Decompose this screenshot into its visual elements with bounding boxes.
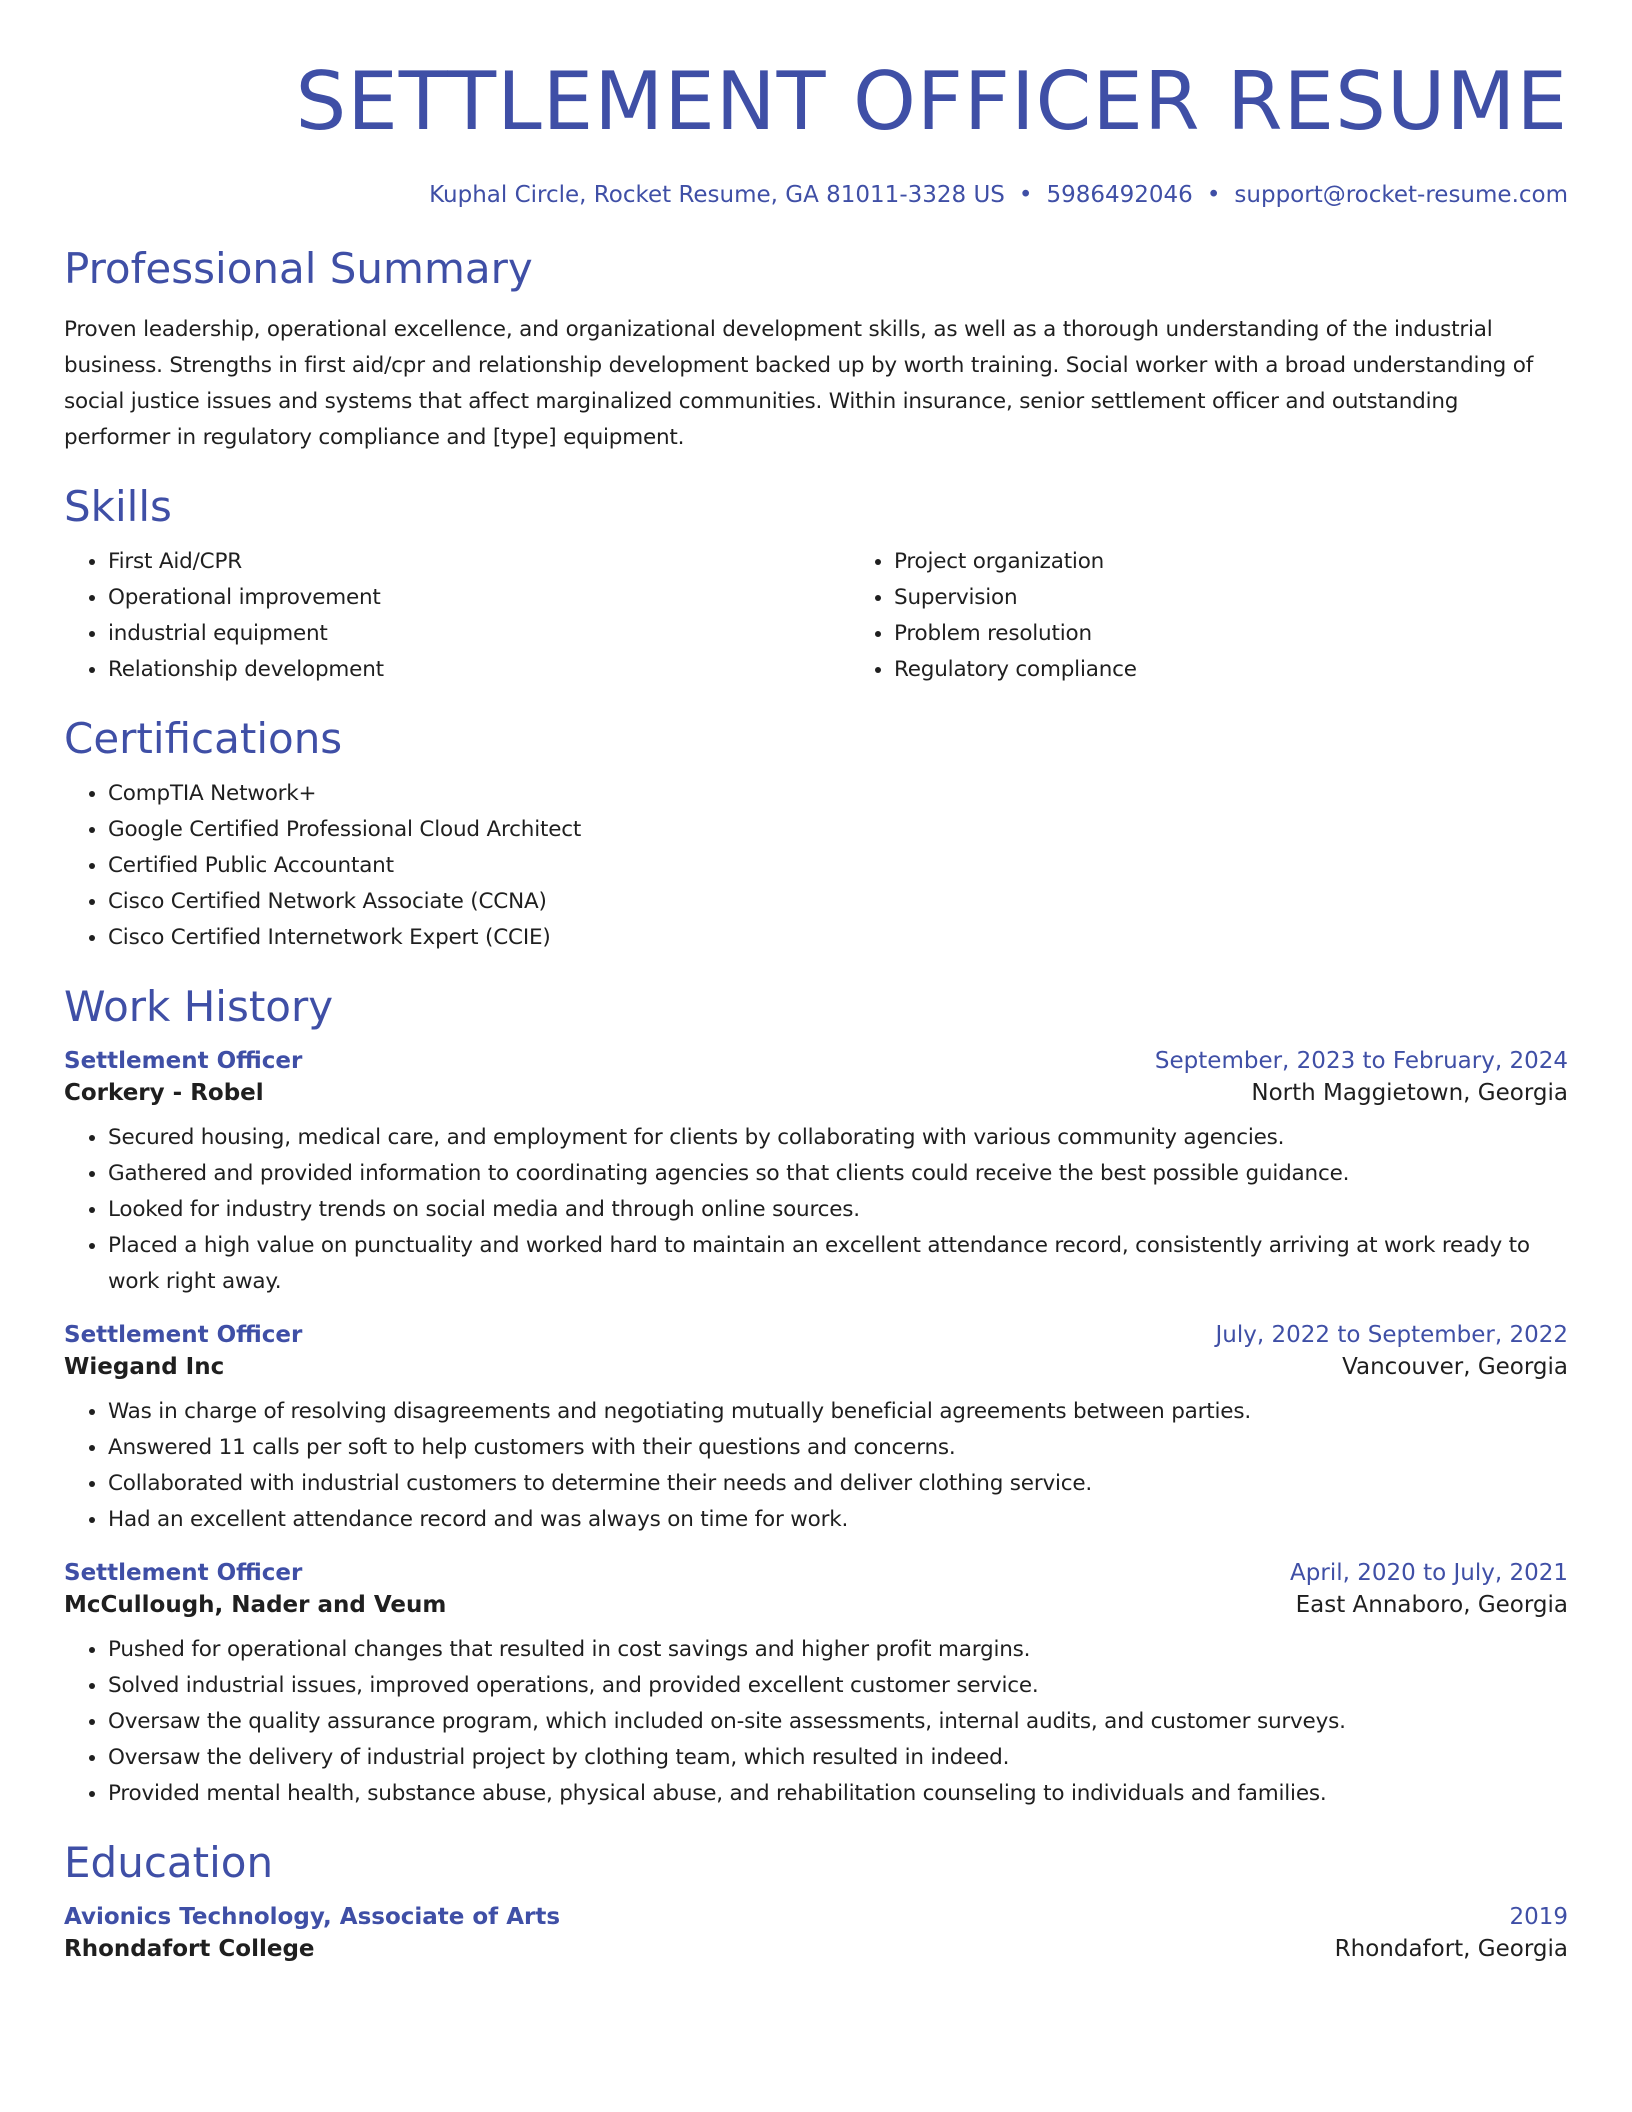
job-bullets [64, 1120, 1568, 1300]
job-title: Settlement Officer [64, 1322, 303, 1348]
company-name: Wiegand Inc [64, 1354, 225, 1380]
job-bullet: • Pushed for operational changes that resulted in cost savings and higher profit margins. [108, 1632, 1568, 1668]
job-location: Vancouver, Georgia [1342, 1354, 1568, 1380]
job-bullet: • Placed a high value on punctuality and worked hard to maintain an excellent attendance record, consistently arriving at work ready to work right away. [108, 1228, 1568, 1300]
job-title-row [64, 1560, 1568, 1586]
certification-item: • Google Certified Professional Cloud Architect [108, 812, 1568, 848]
skill-item: • Problem resolution [894, 616, 1632, 652]
section-heading-summary: Professional Summary [64, 244, 533, 293]
email-link[interactable]: support@rocket-resume.com [1234, 182, 1568, 208]
summary-text: Proven leadership, operational excellence, and organizational development skills, as well as a thorough understanding of the industrial business. Strengths in first aid/cpr and relationship development backed up by worth training. Social worker with a broad understanding of social justice issues and systems that affect marginalized communities. Within insurance, senior settlement officer and outstanding performer in regulatory compliance and [type] equipment. [64, 317, 1534, 450]
job-bullet: • Was in charge of resolving disagreements and negotiating mutually beneficial agreements between parties. [108, 1394, 1568, 1430]
job-title: Settlement Officer [64, 1560, 303, 1586]
job-dates: April, 2020 to July, 2021 [1290, 1560, 1568, 1586]
job-bullets [64, 1394, 1568, 1538]
skill-item: • Project organization [894, 544, 1632, 580]
job-dates: July, 2022 to September, 2022 [1215, 1322, 1568, 1348]
job-company-row [64, 1592, 1568, 1618]
job-bullet: • Had an excellent attendance record and was always on time for work. [108, 1502, 1568, 1538]
section-heading-certifications: Certifications [64, 714, 343, 763]
company-name: Corkery - Robel [64, 1080, 264, 1106]
school-location: Rhondafort, Georgia [1334, 1936, 1568, 1962]
job-title: Settlement Officer [64, 1048, 303, 1074]
job-bullet: • Oversaw the quality assurance program, which included on-site assessments, internal audits, and customer surveys. [108, 1704, 1568, 1740]
skill-item: • First Aid/CPR [108, 544, 850, 580]
skills-list [64, 544, 1568, 688]
job-entry [64, 1560, 1568, 1812]
skill-item: • Supervision [894, 580, 1632, 616]
degree-title: Avionics Technology, Associate of Arts [64, 1904, 561, 1930]
degree-row [64, 1904, 1568, 1930]
job-dates: September, 2023 to February, 2024 [1154, 1048, 1568, 1074]
job-bullet: • Answered 11 calls per soft to help customers with their questions and concerns. [108, 1430, 1568, 1466]
certification-item: • CompTIA Network+ [108, 776, 1568, 812]
job-company-row [64, 1080, 1568, 1106]
skills-column-right [850, 544, 1632, 688]
phone: 5986492046 [1046, 182, 1193, 208]
separator-dot: • [1206, 182, 1221, 208]
certification-item: • Cisco Certified Network Associate (CCNA) [108, 884, 1568, 920]
skill-item: • Regulatory compliance [894, 652, 1632, 688]
address: Kuphal Circle, Rocket Resume, GA 81011-3328 US [429, 182, 1005, 208]
job-bullet: • Collaborated with industrial customers to determine their needs and deliver clothing service. [108, 1466, 1568, 1502]
job-title-row [64, 1048, 1568, 1074]
certification-item: • Cisco Certified Internetwork Expert (CCIE) [108, 920, 1568, 956]
section-heading-skills: Skills [64, 482, 172, 531]
job-bullet: • Gathered and provided information to coordinating agencies so that clients could receive the best possible guidance. [108, 1156, 1568, 1192]
skill-item: • industrial equipment [108, 616, 850, 652]
job-location: North Maggietown, Georgia [1251, 1080, 1568, 1106]
company-name: McCullough, Nader and Veum [64, 1592, 447, 1618]
job-entry [64, 1322, 1568, 1538]
section-heading-work-history: Work History [64, 982, 334, 1031]
skill-item: • Relationship development [108, 652, 850, 688]
certifications-list [64, 776, 1568, 956]
job-bullet: • Looked for industry trends on social media and through online sources. [108, 1192, 1568, 1228]
resume-page [64, 0, 1568, 1962]
certification-item: • Certified Public Accountant [108, 848, 1568, 884]
separator-dot: • [1018, 182, 1033, 208]
job-bullet: • Provided mental health, substance abuse, physical abuse, and rehabilitation counseling to individuals and families. [108, 1776, 1568, 1812]
job-location: East Annaboro, Georgia [1295, 1592, 1568, 1618]
job-entry [64, 1048, 1568, 1300]
school-row [64, 1936, 1568, 1962]
graduation-year: 2019 [1509, 1904, 1568, 1930]
skill-item: • Operational improvement [108, 580, 850, 616]
contact-line [64, 182, 1568, 208]
job-bullet: • Secured housing, medical care, and employment for clients by collaborating with various community agencies. [108, 1120, 1568, 1156]
resume-title: SETTLEMENT OFFICER RESUME [295, 55, 1568, 148]
job-company-row [64, 1354, 1568, 1380]
school-name: Rhondafort College [64, 1936, 315, 1962]
job-title-row [64, 1322, 1568, 1348]
education-entry [64, 1904, 1568, 1962]
job-bullet: • Solved industrial issues, improved operations, and provided excellent customer service. [108, 1668, 1568, 1704]
job-bullets [64, 1632, 1568, 1812]
skills-column-left [64, 544, 850, 688]
section-heading-education: Education [64, 1838, 274, 1887]
job-bullet: • Oversaw the delivery of industrial project by clothing team, which resulted in indeed. [108, 1740, 1568, 1776]
